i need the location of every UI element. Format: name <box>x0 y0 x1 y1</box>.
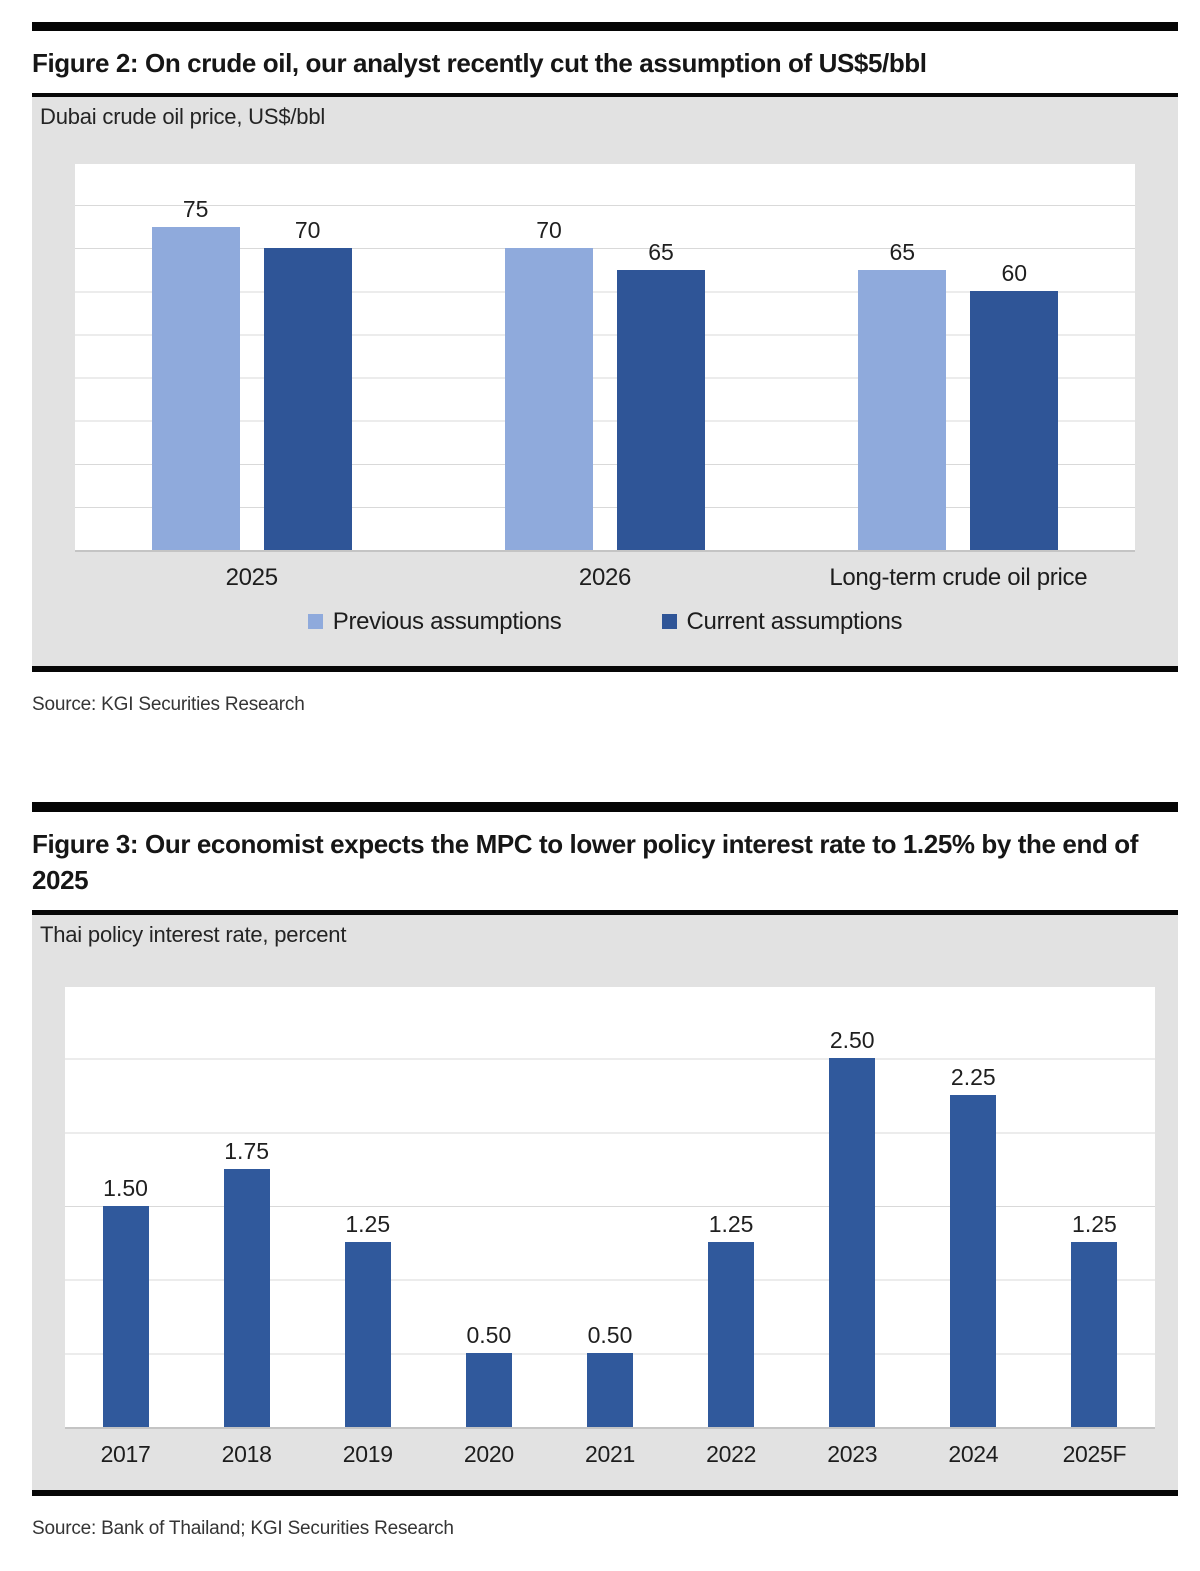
crude-oil-legend <box>75 608 1135 666</box>
bar <box>466 1353 512 1427</box>
x-axis-label: 2019 <box>342 1440 393 1467</box>
crude-oil-chart <box>32 136 1178 666</box>
x-axis-label: Long-term crude oil price <box>829 563 1088 591</box>
panel-bottom-padding <box>65 1468 1155 1490</box>
figure-3-source: Source: Bank of Thailand; KGI Securities Research <box>32 1517 454 1539</box>
figure-3 <box>32 802 1178 1540</box>
current-assumptions-swatch <box>662 614 677 629</box>
bar-value-label: 1.25 <box>345 1211 391 1238</box>
legend-item-current-assumptions <box>662 608 903 636</box>
bar <box>345 1242 391 1426</box>
bar-cell <box>345 1211 391 1426</box>
x-axis-label: 2022 <box>706 1440 757 1467</box>
bar-value-label: 1.25 <box>1072 1211 1117 1238</box>
figure-2-title: Figure 2: On crude oil, our analyst recently cut the assumption of US$5/bbl <box>32 48 927 78</box>
bar-cell <box>152 196 240 550</box>
bar <box>152 227 240 550</box>
x-axis-label: 2021 <box>585 1440 635 1467</box>
bar <box>858 270 946 550</box>
bar-value-label: 0.50 <box>466 1321 512 1348</box>
figure-3-subtitle: Thai policy interest rate, percent <box>40 921 347 947</box>
bar <box>505 248 593 550</box>
bar-cell <box>950 1064 996 1427</box>
bar-value-label: 70 <box>294 217 321 244</box>
figure-3-title: Figure 3: Our economist expects the MPC to lower policy interest rate to 1.25% by the end of 2025 <box>32 828 1138 895</box>
previous-assumptions-swatch <box>308 614 323 629</box>
x-axis-label: 2024 <box>948 1440 999 1467</box>
bar-value-label: 70 <box>536 217 562 244</box>
previous-assumptions-label: Previous assumptions <box>332 607 562 635</box>
figure-2 <box>32 0 1178 716</box>
x-axis-label: 2025 <box>225 563 278 591</box>
bar <box>224 1169 270 1427</box>
bar-value-label: 1.75 <box>224 1137 270 1164</box>
bar-cell <box>617 239 705 550</box>
figure-2-top-rule <box>32 22 1178 31</box>
bar-value-label: 65 <box>648 238 674 265</box>
bar-cell <box>505 217 593 550</box>
x-axis-label: 2020 <box>463 1440 514 1467</box>
bar-group <box>858 239 1058 550</box>
bar-group <box>505 217 705 550</box>
current-assumptions-label: Current assumptions <box>686 607 903 635</box>
legend-item-previous-assumptions <box>308 608 562 636</box>
x-axis-label: 2023 <box>827 1440 878 1467</box>
bar-group <box>152 196 352 550</box>
bar-cell <box>1071 1211 1117 1426</box>
bar-value-label: 0.50 <box>587 1321 633 1348</box>
x-axis-label: 2018 <box>221 1440 272 1467</box>
bar-value-label: 60 <box>1001 260 1028 287</box>
x-axis-label: 2017 <box>100 1440 151 1467</box>
figure-2-subtitle: Dubai crude oil price, US$/bbl <box>40 103 326 129</box>
bar <box>587 1353 633 1427</box>
policy-rate-chart <box>32 954 1178 1490</box>
bar-cell <box>829 1027 875 1426</box>
crude-oil-plot-area <box>75 164 1135 552</box>
figure-3-panel <box>32 915 1178 1490</box>
top-spacer <box>32 0 1178 22</box>
bar <box>1071 1242 1117 1426</box>
policy-rate-plot-area <box>65 987 1155 1429</box>
x-axis-label: 2026 <box>578 563 632 591</box>
figure-3-top-rule <box>32 802 1178 812</box>
bar-value-label: 2.25 <box>950 1064 996 1091</box>
figure-3-bottom-rule <box>32 1490 1178 1496</box>
bar <box>708 1242 754 1426</box>
bar <box>264 248 352 550</box>
bar <box>103 1206 149 1427</box>
bar <box>950 1095 996 1427</box>
content-column <box>32 0 1178 1540</box>
figure-2-panel <box>32 97 1178 666</box>
bar-value-label: 2.50 <box>829 1027 875 1054</box>
figure-spacer <box>32 716 1178 802</box>
bar-cell <box>466 1322 512 1427</box>
bar-cell <box>970 260 1058 550</box>
figure-2-bottom-rule <box>32 666 1178 672</box>
bar-value-label: 75 <box>182 195 209 222</box>
figure-2-source: Source: KGI Securities Research <box>32 693 305 715</box>
bar-cell <box>224 1138 270 1427</box>
bar-value-label: 1.25 <box>708 1211 754 1238</box>
crude-oil-x-axis <box>75 564 1135 592</box>
policy-rate-x-axis <box>65 1441 1155 1468</box>
bar-cell <box>587 1322 633 1427</box>
bar <box>970 291 1058 550</box>
bar-cell <box>103 1175 149 1427</box>
bar-value-label: 1.50 <box>103 1174 148 1201</box>
bar <box>829 1058 875 1426</box>
bar-value-label: 65 <box>889 238 916 265</box>
bar-cell <box>708 1211 754 1426</box>
bar <box>617 270 705 550</box>
x-axis-label: 2025F <box>1062 1440 1127 1467</box>
bar-cell <box>264 217 352 550</box>
bar-cell <box>858 239 946 550</box>
